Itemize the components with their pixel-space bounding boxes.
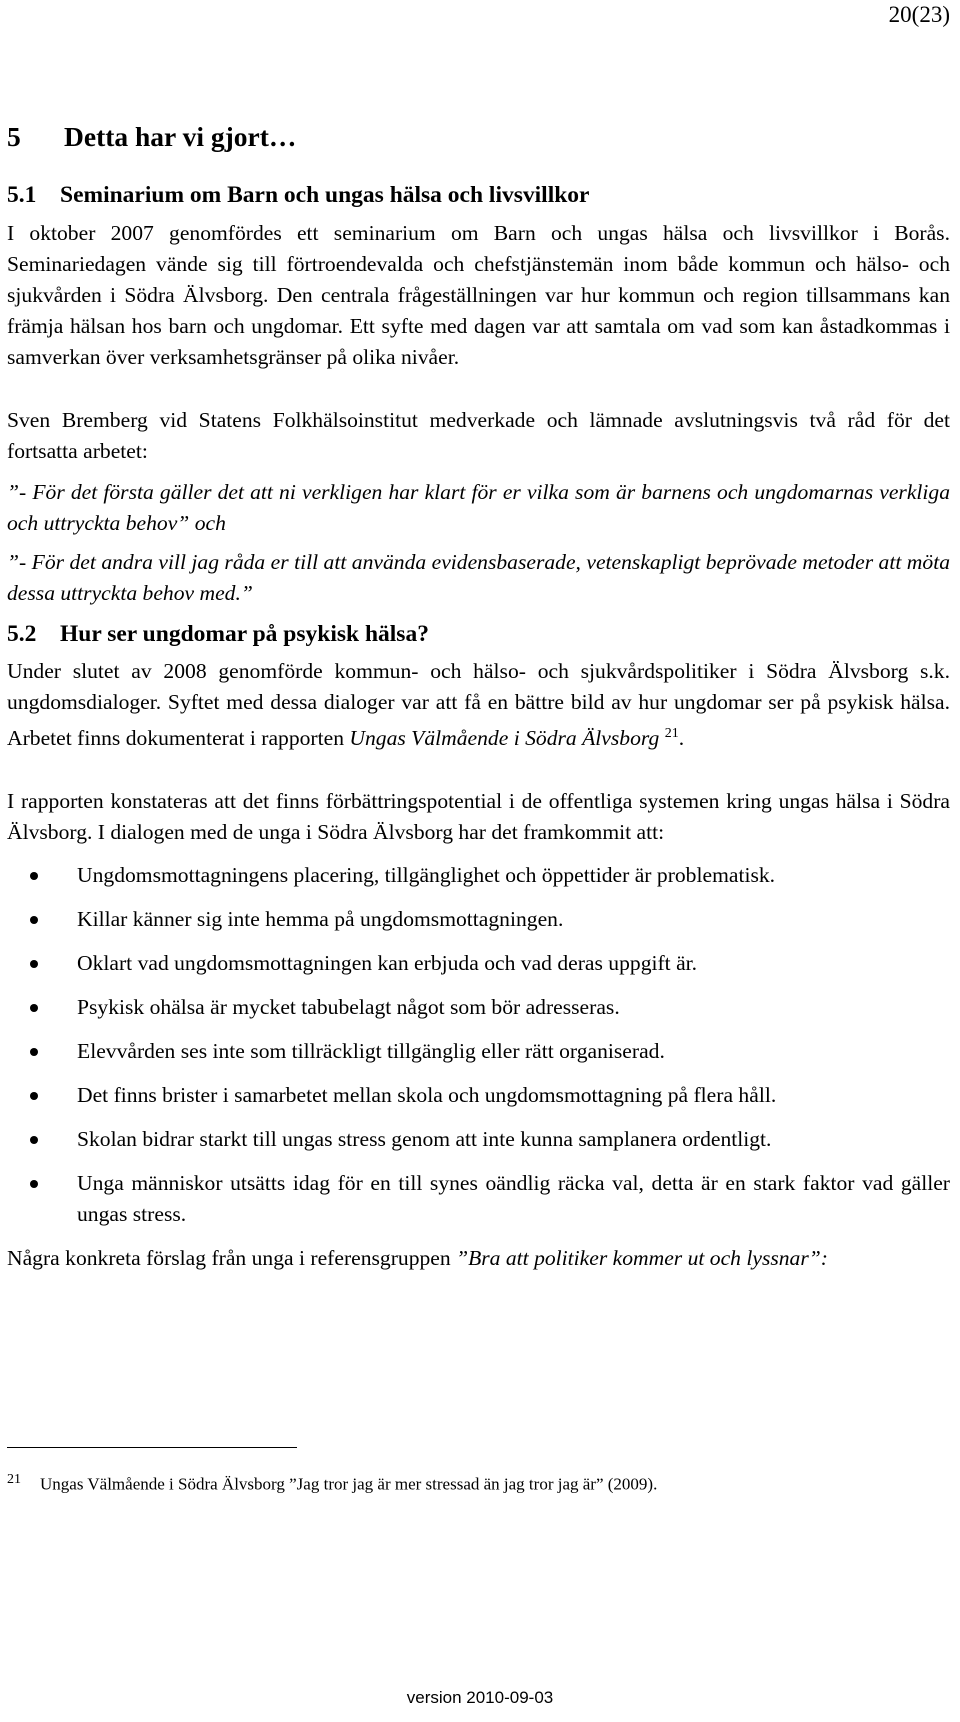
footnote-divider (7, 1447, 297, 1448)
section-number: 5.1 (7, 182, 37, 208)
list-item (7, 1168, 950, 1230)
section-title: Hur ser ungdomar på psykisk hälsa? (60, 620, 429, 647)
page-footer-version: version 2010-09-03 (406, 1688, 554, 1707)
list-item-text: Det finns brister i samarbetet mellan skola och ungdomsmottagning på flera håll. (77, 1083, 777, 1108)
bullet-icon (30, 1180, 38, 1188)
footnote-number: 21 (7, 1472, 21, 1487)
list-item-text: Killar känner sig inte hemma på ungdomsmottagningen. (77, 907, 564, 932)
section-title: Detta har vi gjort… (64, 121, 297, 152)
bullet-icon (30, 1048, 38, 1056)
list-item (7, 1036, 950, 1067)
section-title: Seminarium om Barn och ungas hälsa och livsvillkor (60, 182, 590, 208)
list-item (7, 1080, 950, 1111)
footnote-text: Ungas Välmående i Södra Älvsborg ”Jag tror jag är mer stressad än jag tror jag är” (2009). (40, 1474, 658, 1494)
seminar-paragraph: I oktober 2007 genomfördes ett seminarium om Barn och ungas hälsa och livsvillkor i Borås. Seminariedagen vände sig till förtroendevalda och chefstjänstemän inom både kommun och hälso- och sjukvården i Södra Älvsborg. Den centrala frågeställningen var hur kommun och region tillsammans kan främja hälsan hos barn och ungdomar. Ett syfte med dagen var att samtala om vad som kan åstadkommas i samverkan över verksamhetsgränser på olika nivåer. (7, 220, 950, 369)
list-item-text: Ungdomsmottagningens placering, tillgänglighet och öppettider är problematisk. (77, 863, 776, 888)
list-item-text: Skolan bidrar starkt till ungas stress genom att inte kunna samplanera ordentligt. (77, 1127, 772, 1152)
list-item (7, 904, 950, 935)
list-item (7, 860, 950, 891)
list-item-text: Elevvården ses inte som tillräckligt tillgänglig eller rätt organiserad. (77, 1039, 665, 1064)
list-item-text: Psykisk ohälsa är mycket tabubelagt något som bör adresseras. (77, 995, 620, 1020)
quote-second-advice: ”- För det andra vill jag råda er till att använda evidensbaserade, vetenskapligt beprövade metoder att möta dessa uttryckta behov med.” (7, 549, 950, 605)
section-number: 5 (7, 121, 21, 152)
reference-group-quote: ”Bra att politiker kommer ut och lyssnar”: (456, 1246, 828, 1271)
list-item-text: Unga människor utsätts idag för en till synes oändlig räcka val, detta är en stark faktor vad gäller ungas stress. (77, 1171, 950, 1227)
list-item-text: Oklart vad ungdomsmottagningen kan erbjuda och vad deras uppgift är. (77, 951, 698, 976)
page-number: 20(23) (888, 2, 950, 27)
bullet-icon (30, 916, 38, 924)
section-5-1-heading (7, 180, 950, 211)
bremberg-paragraph: Sven Bremberg vid Statens Folkhälsoinstitut medverkade och lämnade avslutningsvis två råd för det fortsatta arbetet: (7, 407, 950, 463)
proposals-intro (7, 1243, 950, 1274)
quote-first-advice: ”- För det första gäller det att ni verkligen har klart för er vilka som är barnens och ungdomarnas verkliga och uttryckta behov” och (7, 479, 950, 535)
section-number: 5.2 (7, 620, 37, 647)
list-item (7, 992, 950, 1023)
section-5-2-heading (7, 619, 950, 650)
page-content (7, 120, 950, 1274)
report-title: Ungas Välmående i Södra Älvsborg (349, 726, 660, 751)
proposals-text: Några konkreta förslag från unga i referensgruppen (7, 1246, 457, 1271)
footnote-reference[interactable]: 21 (664, 726, 679, 742)
bullet-icon (30, 1136, 38, 1144)
findings-intro-paragraph: I rapporten konstateras att det finns förbättringspotential i de offentliga systemen kring ungas hälsa i Södra Älvsborg. I dialogen med de unga i Södra Älvsborg har det framkommit att: (7, 789, 950, 845)
dialog-text: Under slutet av 2008 genomförde kommun- och hälso- och sjukvårdspolitiker i Södra Älvsborg s.k. ungdomsdialoger. Syftet med dessa dialoger var att få en bättre bild av hur ungdomar ser på psykisk hälsa. Arbetet finns dokumenterat i rapporten (7, 659, 950, 751)
sentence-end: . (678, 726, 685, 751)
bullet-icon (30, 960, 38, 968)
footnote (7, 1468, 950, 1497)
bullet-icon (30, 1092, 38, 1100)
dialog-paragraph (7, 656, 950, 754)
bullet-icon (30, 872, 38, 880)
list-item (7, 1124, 950, 1155)
bullet-icon (30, 1004, 38, 1012)
list-item (7, 948, 950, 979)
findings-list (7, 860, 950, 1230)
section-5-heading (7, 120, 950, 153)
